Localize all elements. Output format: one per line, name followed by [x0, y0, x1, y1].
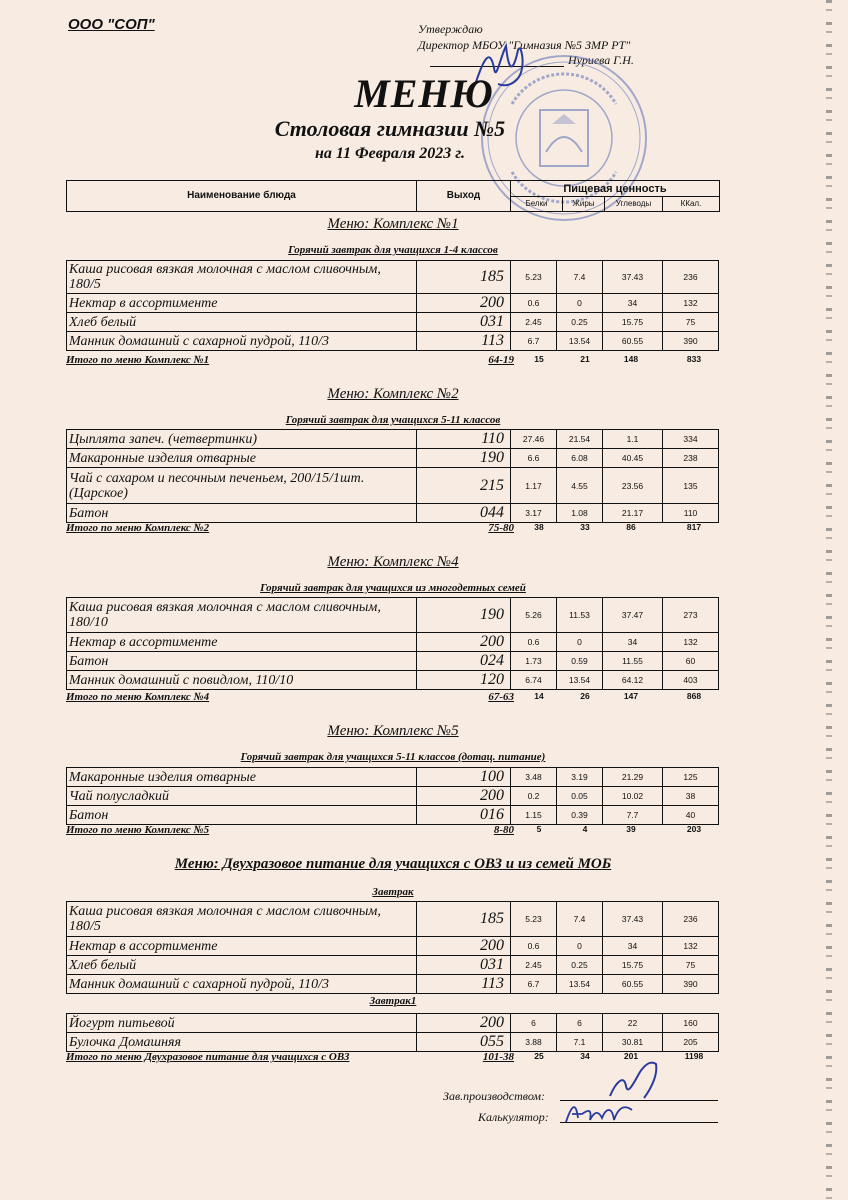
- output-cell: 200: [417, 294, 511, 313]
- protein-cell: 1.73: [511, 652, 557, 671]
- total-fat: 33: [580, 522, 590, 532]
- table-row: [67, 332, 719, 351]
- kcal-cell: 40: [663, 806, 719, 825]
- fat-cell: 6.08: [557, 449, 603, 468]
- protein-cell: 0.6: [511, 937, 557, 956]
- fat-cell: 0.05: [557, 787, 603, 806]
- total-fat: 26: [580, 691, 590, 701]
- dish-name-cell: Манник домашний с сахарной пудрой, 110/3: [67, 975, 417, 994]
- carbs-cell: 11.55: [603, 652, 663, 671]
- kcal-cell: 135: [663, 468, 719, 504]
- total-kcal: 817: [686, 522, 702, 532]
- carbs-cell: 34: [603, 294, 663, 313]
- protein-cell: 0.6: [511, 294, 557, 313]
- dish-name-cell: Манник домашний с сахарной пудрой, 110/3: [67, 332, 417, 351]
- protein-cell: 0.2: [511, 787, 557, 806]
- total-fat: 4: [582, 824, 588, 834]
- total-label: Итого по меню Комплекс №1: [66, 354, 210, 366]
- carbs-cell: 21.17: [603, 504, 663, 523]
- kcal-cell: 205: [663, 1033, 719, 1052]
- kcal-cell: 236: [663, 902, 719, 937]
- protein-cell: 2.45: [511, 313, 557, 332]
- total-output: 8-80: [493, 824, 514, 836]
- section-subtitle: Горячий завтрак для учащихся 1-4 классов: [288, 244, 498, 256]
- output-cell: 200: [417, 633, 511, 652]
- fat-cell: 4.55: [557, 468, 603, 504]
- total-protein: 25: [534, 1051, 544, 1061]
- output-cell: 113: [417, 975, 511, 994]
- table-row: [67, 671, 719, 690]
- protein-cell: 2.45: [511, 956, 557, 975]
- total-kcal: 833: [686, 354, 702, 364]
- total-fat: 21: [580, 354, 590, 364]
- column-header-fat: Жиры: [563, 197, 605, 211]
- fat-cell: 0.25: [557, 956, 603, 975]
- table-row: [67, 975, 719, 994]
- output-cell: 200: [417, 1014, 511, 1033]
- menu-table: [66, 901, 719, 994]
- total-row: [66, 354, 718, 368]
- carbs-cell: 64.12: [603, 671, 663, 690]
- dish-name-cell: Нектар в ассортименте: [67, 937, 417, 956]
- total-label: Итого по меню Комплекс №2: [66, 522, 210, 534]
- table-row: [67, 294, 719, 313]
- total-kcal: 1198: [684, 1051, 704, 1061]
- output-cell: 200: [417, 787, 511, 806]
- menu-date: на 11 Февраля 2023 г.: [315, 145, 465, 162]
- output-cell: 110: [417, 430, 511, 449]
- dish-name-cell: Булочка Домашняя: [67, 1033, 417, 1052]
- carbs-cell: 60.55: [603, 975, 663, 994]
- kcal-cell: 273: [663, 598, 719, 633]
- company-name: ООО "СОП": [68, 16, 155, 33]
- dish-name-cell: Каша рисовая вязкая молочная с маслом сливочным, 180/5: [67, 902, 417, 937]
- output-cell: 016: [417, 806, 511, 825]
- carbs-cell: 40.45: [603, 449, 663, 468]
- section-title: Меню: Комплекс №1: [327, 216, 459, 232]
- protein-cell: 1.17: [511, 468, 557, 504]
- output-cell: 113: [417, 332, 511, 351]
- dish-name-cell: Нектар в ассортименте: [67, 633, 417, 652]
- total-output: 101-38: [482, 1051, 514, 1063]
- kcal-cell: 110: [663, 504, 719, 523]
- carbs-cell: 10.02: [603, 787, 663, 806]
- total-kcal: 203: [686, 824, 702, 834]
- table-row: [67, 261, 719, 294]
- total-carbs: 147: [623, 691, 639, 701]
- total-label: Итого по меню Комплекс №4: [66, 691, 210, 703]
- approve-label: Утверждаю: [418, 22, 483, 36]
- table-header: [66, 180, 720, 212]
- page-subtitle: Столовая гимназии №5: [274, 116, 506, 141]
- total-row: [66, 522, 718, 536]
- section-subtitle: Горячий завтрак для учащихся 5-11 классов: [285, 414, 501, 426]
- protein-cell: 5.26: [511, 598, 557, 633]
- section-subtitle: Завтрак1: [369, 995, 417, 1007]
- section-title: Меню: Комплекс №4: [327, 554, 459, 570]
- calculator-signature-icon: [562, 1098, 638, 1128]
- menu-table: [66, 260, 719, 351]
- total-carbs: 201: [623, 1051, 639, 1061]
- section-subtitle: Горячий завтрак для учащихся из многодетных семей: [260, 582, 526, 594]
- protein-cell: 3.17: [511, 504, 557, 523]
- director-name: Нуриева Г.Н.: [568, 53, 634, 67]
- column-header-name: Наименование блюда: [67, 181, 417, 211]
- output-cell: 190: [417, 449, 511, 468]
- protein-cell: 3.88: [511, 1033, 557, 1052]
- output-cell: 185: [417, 902, 511, 937]
- output-cell: 190: [417, 598, 511, 633]
- kcal-cell: 334: [663, 430, 719, 449]
- table-row: [67, 787, 719, 806]
- total-output: 75-80: [488, 522, 514, 534]
- dish-name-cell: Чай с сахаром и песочным печеньем, 200/15/1шт. (Царское): [67, 468, 417, 504]
- fat-cell: 11.53: [557, 598, 603, 633]
- total-label: Итого по меню Комплекс №5: [66, 824, 210, 836]
- protein-cell: 27.46: [511, 430, 557, 449]
- production-signature-icon: [604, 1056, 668, 1104]
- column-header-nutrition: Пищевая ценность: [511, 181, 719, 197]
- dish-name-cell: Каша рисовая вязкая молочная с маслом сливочным, 180/10: [67, 598, 417, 633]
- protein-cell: 0.6: [511, 633, 557, 652]
- carbs-cell: 30.81: [603, 1033, 663, 1052]
- total-carbs: 148: [623, 354, 639, 364]
- total-label: Итого по меню Двухразовое питание для учащихся с ОВЗ: [66, 1051, 350, 1063]
- kcal-cell: 390: [663, 975, 719, 994]
- carbs-cell: 37.43: [603, 902, 663, 937]
- fat-cell: 13.54: [557, 975, 603, 994]
- column-header-kcal: ККал.: [680, 199, 702, 208]
- protein-cell: 5.23: [511, 902, 557, 937]
- kcal-cell: 403: [663, 671, 719, 690]
- kcal-cell: 390: [663, 332, 719, 351]
- column-header-carbs: Углеводы: [605, 197, 663, 211]
- section-title: Меню: Комплекс №2: [327, 386, 459, 402]
- table-row: [67, 598, 719, 633]
- total-protein: 15: [534, 354, 544, 364]
- dish-name-cell: Нектар в ассортименте: [67, 294, 417, 313]
- protein-cell: 3.48: [511, 768, 557, 787]
- total-output: 67-63: [488, 691, 514, 703]
- total-carbs: 39: [626, 824, 636, 834]
- dish-name-cell: Батон: [67, 806, 417, 825]
- carbs-cell: 34: [603, 633, 663, 652]
- fat-cell: 0: [557, 294, 603, 313]
- kcal-cell: 125: [663, 768, 719, 787]
- production-manager-label: Зав.производством:: [443, 1089, 546, 1103]
- carbs-cell: 37.47: [603, 598, 663, 633]
- carbs-cell: 1.1: [603, 430, 663, 449]
- output-cell: 031: [417, 956, 511, 975]
- dish-name-cell: Чай полусладкий: [67, 787, 417, 806]
- protein-cell: 6.7: [511, 975, 557, 994]
- carbs-cell: 15.75: [603, 956, 663, 975]
- fat-cell: 0.39: [557, 806, 603, 825]
- table-row: [67, 652, 719, 671]
- fat-cell: 7.4: [557, 902, 603, 937]
- fat-cell: 0: [557, 633, 603, 652]
- dish-name-cell: Йогурт питьевой: [67, 1014, 417, 1033]
- table-row: [67, 806, 719, 825]
- carbs-cell: 34: [603, 937, 663, 956]
- table-row: [67, 768, 719, 787]
- table-row: [67, 902, 719, 937]
- table-row: [67, 1014, 719, 1033]
- total-row: [66, 824, 718, 838]
- fat-cell: 7.1: [557, 1033, 603, 1052]
- dish-name-cell: Батон: [67, 652, 417, 671]
- carbs-cell: 15.75: [603, 313, 663, 332]
- protein-cell: 6.7: [511, 332, 557, 351]
- calculator-label: Калькулятор:: [478, 1110, 549, 1124]
- output-cell: 100: [417, 768, 511, 787]
- fat-cell: 6: [557, 1014, 603, 1033]
- table-row: [67, 1033, 719, 1052]
- scan-edge: [826, 0, 832, 1200]
- dish-name-cell: Макаронные изделия отварные: [67, 449, 417, 468]
- kcal-cell: 132: [663, 294, 719, 313]
- dish-name-cell: Манник домашний с повидлом, 110/10: [67, 671, 417, 690]
- section-title: Меню: Двухразовое питание для учащихся с ОВЗ и из семей МОБ: [174, 856, 612, 872]
- kcal-cell: 238: [663, 449, 719, 468]
- kcal-cell: 160: [663, 1014, 719, 1033]
- section-subtitle: Завтрак: [372, 886, 414, 898]
- dish-name-cell: Каша рисовая вязкая молочная с маслом сливочным, 180/5: [67, 261, 417, 294]
- total-carbs: 86: [626, 522, 636, 532]
- section-title: Меню: Комплекс №5: [327, 723, 459, 739]
- output-cell: 200: [417, 937, 511, 956]
- carbs-cell: 22: [603, 1014, 663, 1033]
- dish-name-cell: Хлеб белый: [67, 956, 417, 975]
- output-cell: 215: [417, 468, 511, 504]
- output-cell: 185: [417, 261, 511, 294]
- fat-cell: 13.54: [557, 671, 603, 690]
- carbs-cell: 37.43: [603, 261, 663, 294]
- table-row: [67, 430, 719, 449]
- fat-cell: 13.54: [557, 332, 603, 351]
- carbs-cell: 60.55: [603, 332, 663, 351]
- fat-cell: 3.19: [557, 768, 603, 787]
- page-title: МЕНЮ: [354, 71, 494, 116]
- menu-table: [66, 597, 719, 690]
- section-subtitle: Горячий завтрак для учащихся 5-11 классов (дотац. питание): [240, 751, 546, 763]
- total-protein: 5: [536, 824, 542, 834]
- dish-name-cell: Макаронные изделия отварные: [67, 768, 417, 787]
- table-row: [67, 956, 719, 975]
- kcal-cell: 132: [663, 633, 719, 652]
- carbs-cell: 7.7: [603, 806, 663, 825]
- fat-cell: 21.54: [557, 430, 603, 449]
- protein-cell: 6.6: [511, 449, 557, 468]
- output-cell: 055: [417, 1033, 511, 1052]
- total-fat: 34: [580, 1051, 590, 1061]
- director-title: Директор МБОУ "Гимназия №5 ЗМР РТ": [418, 38, 631, 52]
- table-row: [67, 313, 719, 332]
- output-cell: 120: [417, 671, 511, 690]
- dish-name-cell: Батон: [67, 504, 417, 523]
- dish-name-cell: Хлеб белый: [67, 313, 417, 332]
- carbs-cell: 21.29: [603, 768, 663, 787]
- kcal-cell: 38: [663, 787, 719, 806]
- table-row: [67, 449, 719, 468]
- total-kcal: 868: [686, 691, 702, 701]
- menu-table: [66, 1013, 719, 1052]
- kcal-cell: 60: [663, 652, 719, 671]
- protein-cell: 5.23: [511, 261, 557, 294]
- column-header-protein: Белки: [511, 197, 563, 211]
- protein-cell: 6: [511, 1014, 557, 1033]
- fat-cell: 0.25: [557, 313, 603, 332]
- menu-table: [66, 767, 719, 825]
- total-row: [66, 691, 718, 705]
- total-protein: 38: [534, 522, 544, 532]
- total-protein: 14: [534, 691, 544, 701]
- table-row: [67, 937, 719, 956]
- fat-cell: 1.08: [557, 504, 603, 523]
- carbs-cell: 23.56: [603, 468, 663, 504]
- fat-cell: 0.59: [557, 652, 603, 671]
- protein-cell: 6.74: [511, 671, 557, 690]
- total-output: 64-19: [488, 354, 514, 366]
- kcal-cell: 132: [663, 937, 719, 956]
- fat-cell: 0: [557, 937, 603, 956]
- menu-table: [66, 429, 719, 523]
- kcal-cell: 75: [663, 956, 719, 975]
- column-header-output: Выход: [417, 181, 511, 211]
- table-row: [67, 468, 719, 504]
- kcal-cell: 236: [663, 261, 719, 294]
- fat-cell: 7.4: [557, 261, 603, 294]
- output-cell: 024: [417, 652, 511, 671]
- output-cell: 044: [417, 504, 511, 523]
- protein-cell: 1.15: [511, 806, 557, 825]
- table-row: [67, 504, 719, 523]
- table-row: [67, 633, 719, 652]
- output-cell: 031: [417, 313, 511, 332]
- kcal-cell: 75: [663, 313, 719, 332]
- dish-name-cell: Цыплята запеч. (четвертинки): [67, 430, 417, 449]
